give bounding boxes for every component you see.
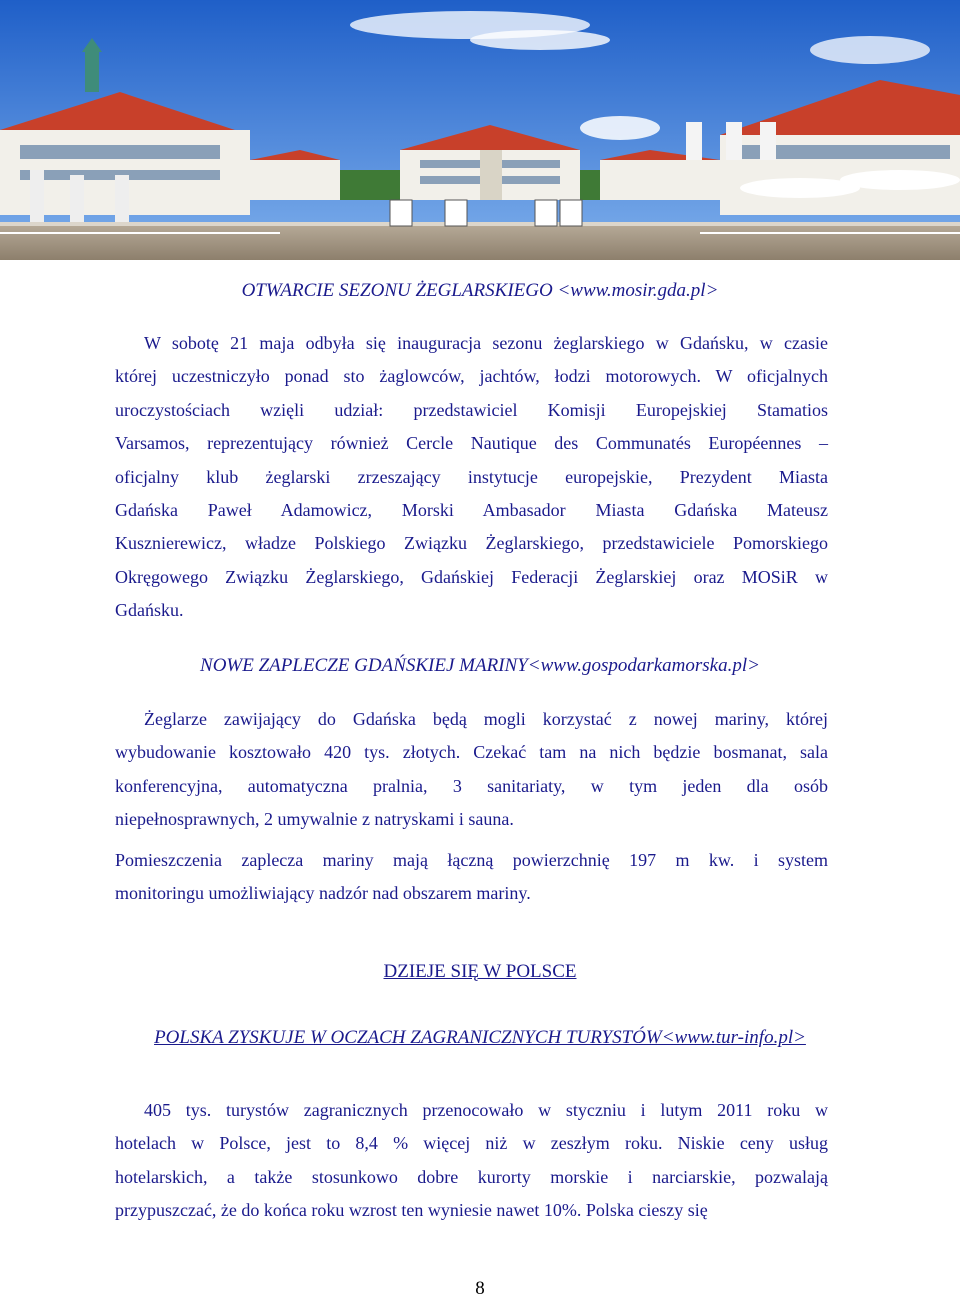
header-photo: [0, 0, 960, 260]
text-line: Kusznierewicz, władze Polskiego Związku Żeglarskiego, przedstawiciele Pomorskiego: [115, 533, 828, 554]
page-number: 8: [475, 1278, 485, 1299]
paragraph-foreign-tourists: [115, 1094, 828, 1228]
text-line: konferencyjna, automatyczna pralnia, 3 sanitariaty, w tym jeden dla osób: [115, 775, 828, 796]
text-line: Varsamos, reprezentujący również Cercle Nautique des Communatés Européennes –: [115, 433, 828, 454]
text-line: niepełnosprawnych, 2 umywalnie z natryskami i sauna.: [115, 809, 514, 830]
text-line: hotelarskich, a także stosunkowo dobre kurorty morskie i narciarskie, pozwalają: [115, 1166, 828, 1187]
text-line: Żeglarze zawijający do Gdańska będą mogli korzystać z nowej mariny, której: [144, 709, 828, 729]
section-title-poland-news: DZIEJE SIĘ W POLSCE: [383, 961, 577, 982]
section-title-sailing-season: OTWARCIE SEZONU ŻEGLARSKIEGO <www.mosir.gda.pl>: [241, 280, 719, 301]
text-line: Gdańska Paweł Adamowicz, Morski Ambasador Miasta Gdańska Mateusz: [115, 500, 828, 521]
text-line: wybudowanie kosztowało 420 tys. złotych. Czekać tam na nich będzie bosmanat, sala: [115, 742, 828, 763]
paragraph-marina-rooms: [115, 844, 828, 911]
paragraph-marina: [115, 703, 828, 837]
section-title-marina: NOWE ZAPLECZE GDAŃSKIEJ MARINY<www.gospodarkamorska.pl>: [200, 655, 760, 676]
paragraph-sailing-season: [115, 327, 828, 628]
text-line: oficjalny klub żeglarski zrzeszający instytucje europejskie, Prezydent Miasta: [115, 466, 828, 487]
text-line: W sobotę 21 maja odbyła się inauguracja sezonu żeglarskiego w Gdańsku, w czasie: [144, 333, 828, 353]
seaside-pier-image: [0, 0, 960, 260]
text-line: której uczestniczyło ponad sto żaglowców, jachtów, łodzi motorowych. W oficjalnych: [115, 366, 828, 387]
text-line: przypuszczać, że do końca roku wzrost ten wyniesie nawet 10%. Polska cieszy się: [115, 1200, 708, 1221]
text-line: 405 tys. turystów zagranicznych przenocowało w styczniu i lutym 2011 roku w: [144, 1100, 828, 1120]
text-line: uroczystościach wzięli udział: przedstawiciel Komisji Europejskiej Stamatios: [115, 399, 828, 420]
section-title-foreign-tourists: POLSKA ZYSKUJE W OCZACH ZAGRANICZNYCH TURYSTÓW<www.tur-info.pl>: [154, 1027, 806, 1048]
text-line: Gdańsku.: [115, 600, 184, 621]
text-line: hotelach w Polsce, jest to 8,4 % więcej niż w zeszłym roku. Niskie ceny usług: [115, 1133, 828, 1154]
text-line: Pomieszczenia zaplecza mariny mają łączną powierzchnię 197 m kw. i system: [115, 850, 828, 870]
text-line: Okręgowego Związku Żeglarskiego, Gdańskiej Federacji Żeglarskiej oraz MOSiR w: [115, 566, 828, 587]
text-line: monitoringu umożliwiający nadzór nad obszarem mariny.: [115, 883, 531, 904]
